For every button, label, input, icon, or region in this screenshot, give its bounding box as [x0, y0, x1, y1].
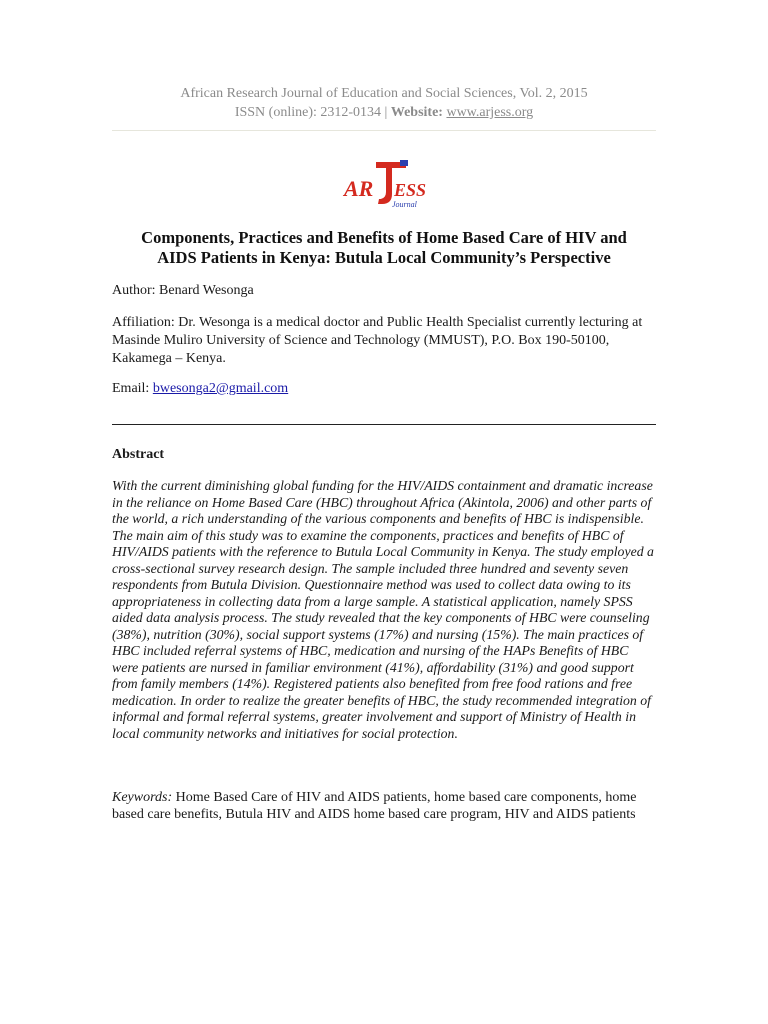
journal-issn-line [112, 103, 656, 122]
section-divider [112, 424, 656, 425]
keywords-text: Home Based Care of HIV and AIDS patients, home based care components, home based care benefits, Butula HIV and AIDS home based care program, HIV and AIDS patients [112, 790, 637, 822]
website-link[interactable]: www.arjess.org [446, 105, 534, 120]
abstract-heading: Abstract [112, 447, 165, 462]
website-label: Website: [390, 105, 447, 120]
journal-citation: African Research Journal of Education and Social Sciences, Vol. 2, 2015 [180, 86, 588, 101]
email-label: Email: [112, 381, 153, 396]
email-line [112, 380, 658, 398]
issn-text: ISSN (online): 2312-0134 [234, 105, 382, 120]
journal-header [112, 84, 656, 122]
header-rule [112, 130, 656, 131]
email-link[interactable]: bwesonga2@gmail.com [152, 381, 289, 396]
keywords-paragraph [112, 790, 658, 823]
title-line-1: Components, Practices and Benefits of Home Based Care of HIV and [141, 228, 627, 247]
logo-text-ar: AR [344, 176, 374, 201]
logo-text-ess: ESS [394, 180, 427, 200]
author-line: Author: Benard Wesonga [112, 283, 254, 298]
logo-bar-accent [400, 160, 408, 166]
affiliation-paragraph: Affiliation: Dr. Wesonga is a medical doctor and Public Health Specialist currently lecturing at Masinde Muliro University of Science and Technology (MMUST), P.O. Box 190-50100, Kakamega – Kenya. [112, 315, 643, 366]
arjess-logo [336, 158, 432, 212]
title-line-2: AIDS Patients in Kenya: Butula Local Community’s Perspective [157, 248, 611, 267]
logo-j-shape [378, 168, 392, 204]
keywords-label: Keywords: [112, 790, 176, 805]
logo-text-journal: Journal [392, 200, 417, 209]
header-separator: | [384, 105, 391, 120]
paper-title [112, 228, 656, 268]
abstract-body: With the current diminishing global funding for the HIV/AIDS containment and dramatic increase in the reliance on Home Based Care (HBC) throughout Africa (Akintola, 2006) and other parts of the world, a rich understanding of the various components and benefits of HBC is indispensible. The main aim of this study was to examine the components, practices and benefits of HBC of HIV/AIDS patients with the reference to Butula Local Community in Kenya. The study employed a cross-sectional survey research design. The sample included three hundred and seventy seven respondents from Butula Division. Questionnaire method was used to collect data owing to its appropriateness in collecting data from a large sample. A statistical application, namely SPSS aided data analysis process. The study revealed that the key components of HBC were counseling (38%), nutrition (30%), social support systems (17%) and nursing (15%). The main practices of HBC included referral systems of HBC, medication and nursing of the HAPs Benefits of HBC were patients are nursed in familiar environment (41%), affordability (31%) and good support from family members (14%). Registered patients also benefited from free food rations and free medication. In order to realize the greater benefits of HBC, the study recommended integration of informal and formal referral systems, greater involvement and support of Ministry of Health in local community networks and initiatives for social protection. [112, 478, 654, 741]
